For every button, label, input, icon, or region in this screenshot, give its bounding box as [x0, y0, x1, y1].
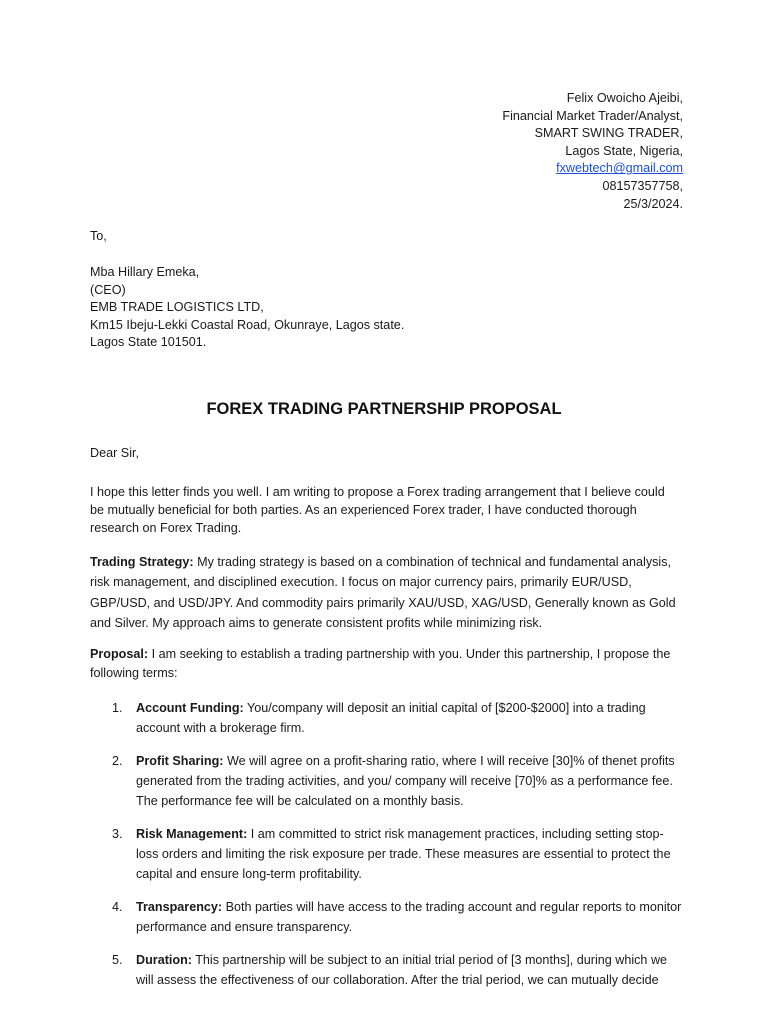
- proposal-label: Proposal:: [90, 647, 149, 661]
- term-label: Transparency:: [136, 900, 223, 914]
- letter-date: 25/3/2024.: [623, 196, 683, 211]
- term-number: 4.: [112, 900, 123, 914]
- term-label: Risk Management:: [136, 827, 248, 841]
- term-label: Duration:: [136, 953, 192, 967]
- sender-block: [502, 90, 683, 213]
- term-number: 5.: [112, 953, 123, 967]
- recipient-name: Mba Hillary Emeka,: [90, 265, 200, 279]
- term-number: 3.: [112, 827, 123, 841]
- term-number: 2.: [112, 754, 123, 768]
- recipient-company: EMB TRADE LOGISTICS LTD,: [90, 300, 264, 315]
- salutation: Dear Sir,: [90, 446, 139, 460]
- sender-company: SMART SWING TRADER,: [534, 126, 683, 141]
- sender-email-link[interactable]: fxwebtech@gmail.com: [556, 161, 683, 176]
- intro-paragraph: I hope this letter finds you well. I am writing to propose a Forex trading arrangement that I believe could be mutually beneficial for both parties. As an experienced Forex trader, I have conducted thorough research on Forex Trading.: [90, 485, 665, 535]
- proposal-text: I am seeking to establish a trading partnership with you. Under this partnership, I propose the following terms:: [90, 647, 671, 680]
- document-title: FOREX TRADING PARTNERSHIP PROPOSAL: [206, 400, 562, 418]
- recipient-block: [90, 264, 680, 352]
- term-text: We will agree on a profit-sharing ratio, where I will receive [30]% of thenet profits generated from the trading activities, and you/ company will receive [70]% as a performance fee. The performance fee will be calculated on a monthly basis.: [136, 754, 675, 808]
- to-label: To,: [90, 229, 107, 243]
- term-item-profit-sharing: [112, 751, 682, 811]
- sender-role: Financial Market Trader/Analyst,: [502, 108, 683, 123]
- terms-list: [112, 698, 682, 1003]
- term-text: Both parties will have access to the trading account and regular reports to monitor performance and ensure transparency.: [136, 900, 682, 934]
- sender-location: Lagos State, Nigeria,: [565, 143, 683, 158]
- strategy-label: Trading Strategy:: [90, 555, 194, 569]
- strategy-paragraph: [90, 552, 680, 634]
- term-item-risk-management: [112, 824, 682, 884]
- term-label: Profit Sharing:: [136, 754, 224, 768]
- term-label: Account Funding:: [136, 701, 244, 715]
- recipient-address-line1: Km15 Ibeju-Lekki Coastal Road, Okunraye, Lagos state.: [90, 317, 405, 332]
- term-item-account-funding: [112, 698, 682, 738]
- term-number: 1.: [112, 701, 123, 715]
- term-item-duration: [112, 950, 682, 990]
- recipient-address-line2: Lagos State 101501.: [90, 335, 207, 350]
- term-text: I am committed to strict risk management practices, including setting stop-loss orders and limiting the risk exposure per trade. These measures are essential to protect the capital and ensure long-term profitability.: [136, 827, 671, 881]
- strategy-text: My trading strategy is based on a combination of technical and fundamental analysis, risk management, and disciplined execution. I focus on major currency pairs, primarily EUR/USD, GBP/USD, and USD/JPY. And commodity pairs primarily XAU/USD, XAG/USD, Generally known as Gold and Silver. My approach aims to generate consistent profits while minimizing risk.: [90, 555, 676, 631]
- proposal-paragraph: [90, 645, 680, 683]
- term-text: You/company will deposit an initial capital of [$200-$2000] into a trading account with a brokerage firm.: [136, 701, 646, 735]
- sender-phone: 08157357758,: [602, 178, 683, 193]
- sender-name: Felix Owoicho Ajeibi,: [566, 91, 683, 105]
- term-item-transparency: [112, 897, 682, 937]
- recipient-title: (CEO): [90, 282, 126, 297]
- term-text: This partnership will be subject to an initial trial period of [3 months], during which we will assess the effectiveness of our collaboration. After the trial period, we can mutually decide: [136, 953, 668, 987]
